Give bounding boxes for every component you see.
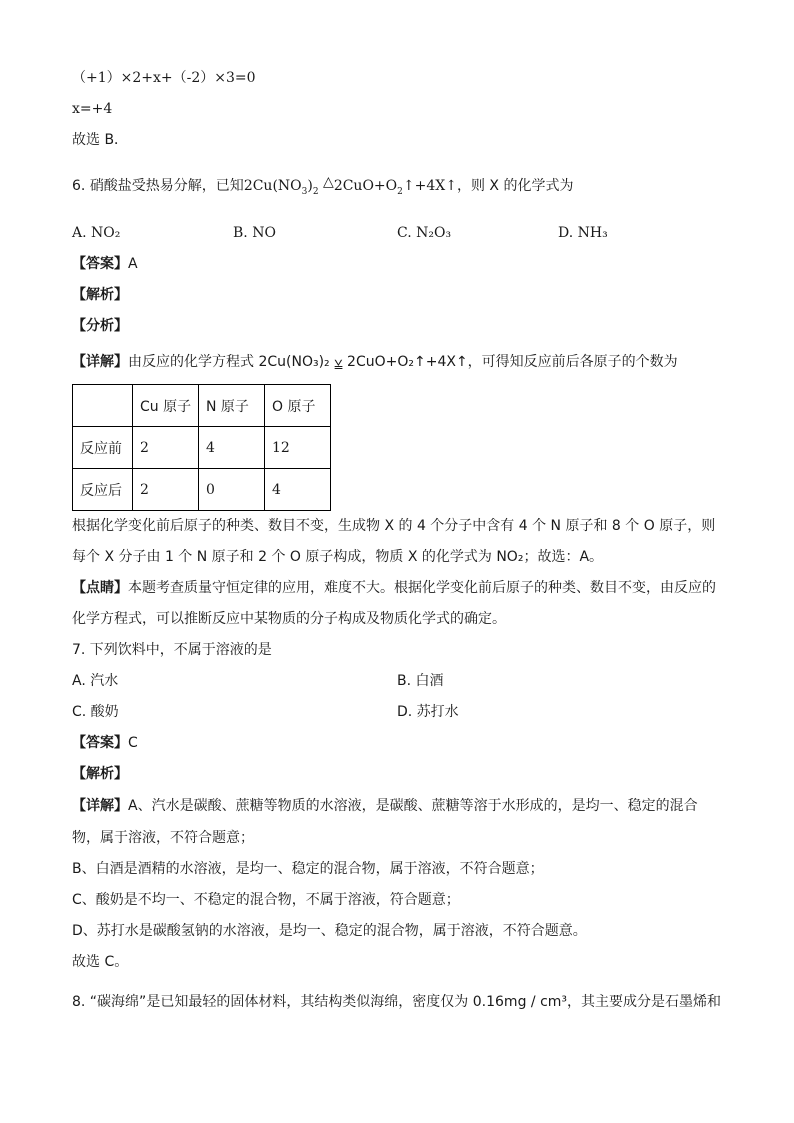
q6-detail-tag: 【详解】	[72, 354, 128, 370]
table-cell: 反应后	[73, 469, 133, 511]
q6-analysis-tag: 【解析】	[72, 287, 128, 303]
q7-answer	[72, 733, 138, 753]
q7-answer-value: C	[128, 735, 138, 751]
q6-option-d: D. NH₃	[558, 225, 608, 241]
q6-detail	[72, 352, 678, 372]
table-cell: 4	[265, 469, 331, 511]
q6-stem-pre: 硝酸盐受热易分解，已知	[89, 178, 244, 194]
q7-option-c: C. 酸奶	[72, 704, 119, 720]
table-cell: 2	[133, 427, 199, 469]
q6-answer-tag: 【答案】	[72, 256, 128, 272]
q6-fenxi-tag: 【分析】	[72, 318, 128, 334]
q7-analysis-tag: 【解析】	[72, 766, 128, 782]
q6-stem-post: ，则 X 的化学式为	[456, 178, 574, 194]
q7-option-a: A. 汽水	[72, 673, 119, 689]
q7-detail	[72, 796, 698, 816]
prev-answer: 故选 B．	[72, 132, 129, 148]
q7-option-b: B. 白酒	[397, 673, 444, 689]
q7-detail-3: B、白酒是酒精的水溶液，是均一、稳定的混合物，属于溶液，不符合题意；	[72, 861, 544, 877]
q6-option-b: B. NO	[233, 225, 276, 241]
table-header-row	[73, 385, 331, 427]
q8-stem: 8. “碳海绵”是已知最轻的固体材料，其结构类似海绵，密度仅为 0.16mg / cm³，其主要成分是石墨烯和	[72, 994, 722, 1010]
table-cell: 4	[199, 427, 265, 469]
table-row	[73, 427, 331, 469]
q7-detail-2: 物，属于溶液，不符合题意；	[72, 830, 254, 846]
q7-detail-text-1: A、汽水是碳酸、蔗糖等物质的水溶液，是碳酸、蔗糖等溶于水形成的，是均一、稳定的混合	[128, 798, 698, 814]
q6-option-a: A. NO₂	[72, 225, 121, 241]
q6-comment-2: 化学方程式，可以推断反应中某物质的分子构成及物质化学式的确定。	[72, 611, 506, 627]
q6-stem	[72, 176, 573, 202]
table-row	[73, 469, 331, 511]
q6-equation: $2Cu(NO_3)_2$ $\triangle 2CuO+O_2↑+4X↑$	[243, 174, 457, 197]
q6-answer	[72, 254, 138, 274]
q6-conclusion-2: 每个 X 分子由 1 个 N 原子和 2 个 O 原子构成，物质 X 的化学式为 NO₂；故选：A。	[72, 549, 604, 565]
q6-answer-value: A	[128, 256, 138, 272]
q6-number: 6.	[72, 178, 86, 194]
table-cell: 反应前	[73, 427, 133, 469]
table-header-cell: O 原子	[265, 385, 331, 427]
table-cell: 12	[265, 427, 331, 469]
prev-equation-2: x=+4	[72, 101, 113, 117]
table-header-cell: Cu 原子	[133, 385, 199, 427]
q6-detail-text: 由反应的化学方程式 2Cu(NO₃)₂ ⩣ 2CuO+O₂↑+4X↑，可得知反应前后各原子的个数为	[128, 354, 678, 370]
q7-detail-tag: 【详解】	[72, 798, 128, 814]
q7-option-d: D. 苏打水	[397, 704, 459, 720]
q6-conclusion-1: 根据化学变化前后原子的种类、数目不变，生成物 X 的 4 个分子中含有 4 个 N 原子和 8 个 O 原子，则	[72, 518, 716, 534]
q7-detail-4: C、酸奶是不均一、不稳定的混合物，不属于溶液，符合题意；	[72, 892, 460, 908]
q7-stem: 7. 下列饮料中，不属于溶液的是	[72, 642, 272, 658]
q6-comment-text: 本题考查质量守恒定律的应用，难度不大。根据化学变化前后原子的种类、数目不变，由反应的	[128, 580, 716, 596]
q7-detail-5: D、苏打水是碳酸氢钠的水溶液，是均一、稳定的混合物，属于溶液，不符合题意。	[72, 923, 587, 939]
q7-answer-tag: 【答案】	[72, 735, 128, 751]
table-cell: 2	[133, 469, 199, 511]
q6-option-c: C. N₂O₃	[397, 225, 452, 241]
table-cell: 0	[199, 469, 265, 511]
table-header-cell: N 原子	[199, 385, 265, 427]
q6-comment-tag: 【点睛】	[72, 580, 128, 596]
table-header-cell	[73, 385, 133, 427]
prev-equation-1: （+1）×2+x+（-2）×3=0	[72, 70, 256, 86]
atom-count-table	[72, 384, 331, 511]
q6-comment	[72, 578, 716, 598]
q7-final: 故选 C。	[72, 954, 129, 970]
